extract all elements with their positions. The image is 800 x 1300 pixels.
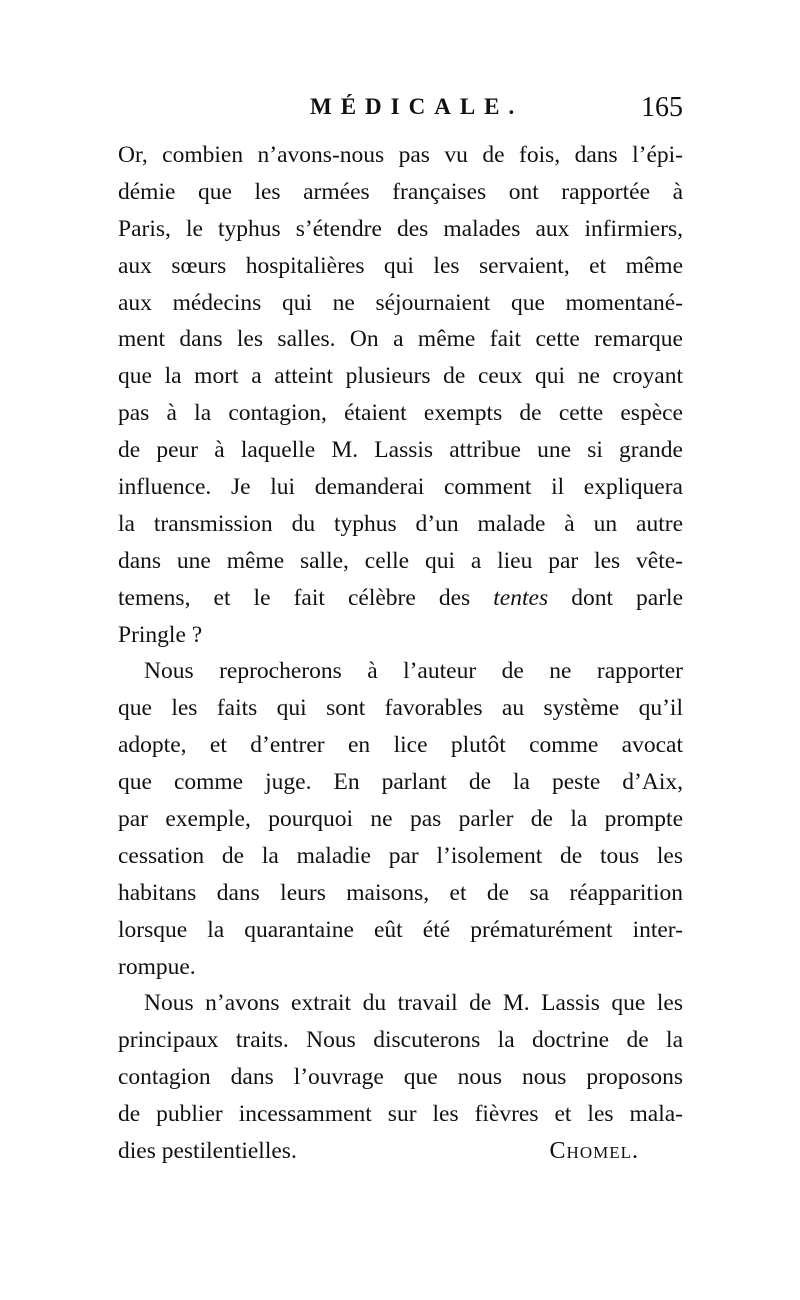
text-line: Or, combien n’avons-nous pas vu de fois, dans l’épi- — [118, 142, 683, 168]
text-line-last: Pringle ? — [118, 621, 203, 648]
text-segment: dont parle — [571, 584, 684, 611]
text-line: de peur à laquelle M. Lassis attribue une si grande — [118, 437, 683, 464]
text-line: que les faits qui sont favorables au système qu’il — [118, 695, 683, 722]
text-line-with-italic — [118, 580, 683, 617]
running-title: MÉDICALE. — [310, 94, 524, 119]
text-line-last: rompue. — [118, 953, 196, 980]
text-line: que comme juge. En parlant de la peste d’Aix, — [118, 769, 683, 796]
text-line-last: dies pestilentielles. — [118, 1138, 297, 1165]
text-line: de publier incessamment sur les fièvres et les mala- — [118, 1101, 683, 1128]
text-line: que la mort a atteint plusieurs de ceux qui ne croyant — [118, 363, 683, 390]
author-signature: Chomel. — [549, 1138, 639, 1165]
text-line-indented: Nous n’avons extrait du travail de M. Lassis que les — [144, 990, 683, 1017]
text-line: démie que les armées françaises ont rapportée à — [118, 178, 683, 205]
text-line: influence. Je lui demanderai comment il expliquera — [118, 474, 683, 501]
text-line: par exemple, pourquoi ne pas parler de la prompte — [118, 806, 683, 833]
paragraph-2 — [118, 653, 683, 985]
text-line: ment dans les salles. On a même fait cette remarque — [118, 326, 683, 353]
text-line-with-signature — [118, 1133, 683, 1170]
text-line: adopte, et d’entrer en lice plutôt comme avocat — [118, 732, 683, 759]
text-line: lorsque la quarantaine eût été prématurément inter- — [118, 916, 683, 943]
body-text — [118, 137, 683, 1170]
text-line: Paris, le typhus s’étendre des malades aux infirmiers, — [118, 215, 683, 242]
text-line: la transmission du typhus d’un malade à un autre — [118, 510, 683, 537]
text-line: aux sœurs hospitalières qui les servaient, et même — [118, 252, 683, 279]
text-line: pas à la contagion, étaient exempts de cette espèce — [118, 400, 683, 427]
page-number: 165 — [641, 92, 683, 123]
text-line: dans une même salle, celle qui a lieu par les vête- — [118, 547, 683, 574]
text-line: habitans dans leurs maisons, et de sa réapparition — [118, 879, 683, 906]
text-line: aux médecins qui ne séjournaient que momentané- — [118, 289, 683, 316]
paragraph-3 — [118, 985, 683, 1169]
running-head — [118, 92, 683, 132]
italic-word: tentes — [493, 584, 549, 611]
text-line: contagion dans l’ouvrage que nous nous proposons — [118, 1064, 683, 1091]
text-line: cessation de la maladie par l’isolement de tous les — [118, 842, 683, 869]
text-segment: temens, et le fait célèbre des — [118, 584, 471, 611]
text-line-indented: Nous reprocherons à l’auteur de ne rapporter — [144, 658, 683, 685]
paragraph-1 — [118, 137, 683, 653]
text-line: principaux traits. Nous discuterons la doctrine de la — [118, 1027, 683, 1054]
